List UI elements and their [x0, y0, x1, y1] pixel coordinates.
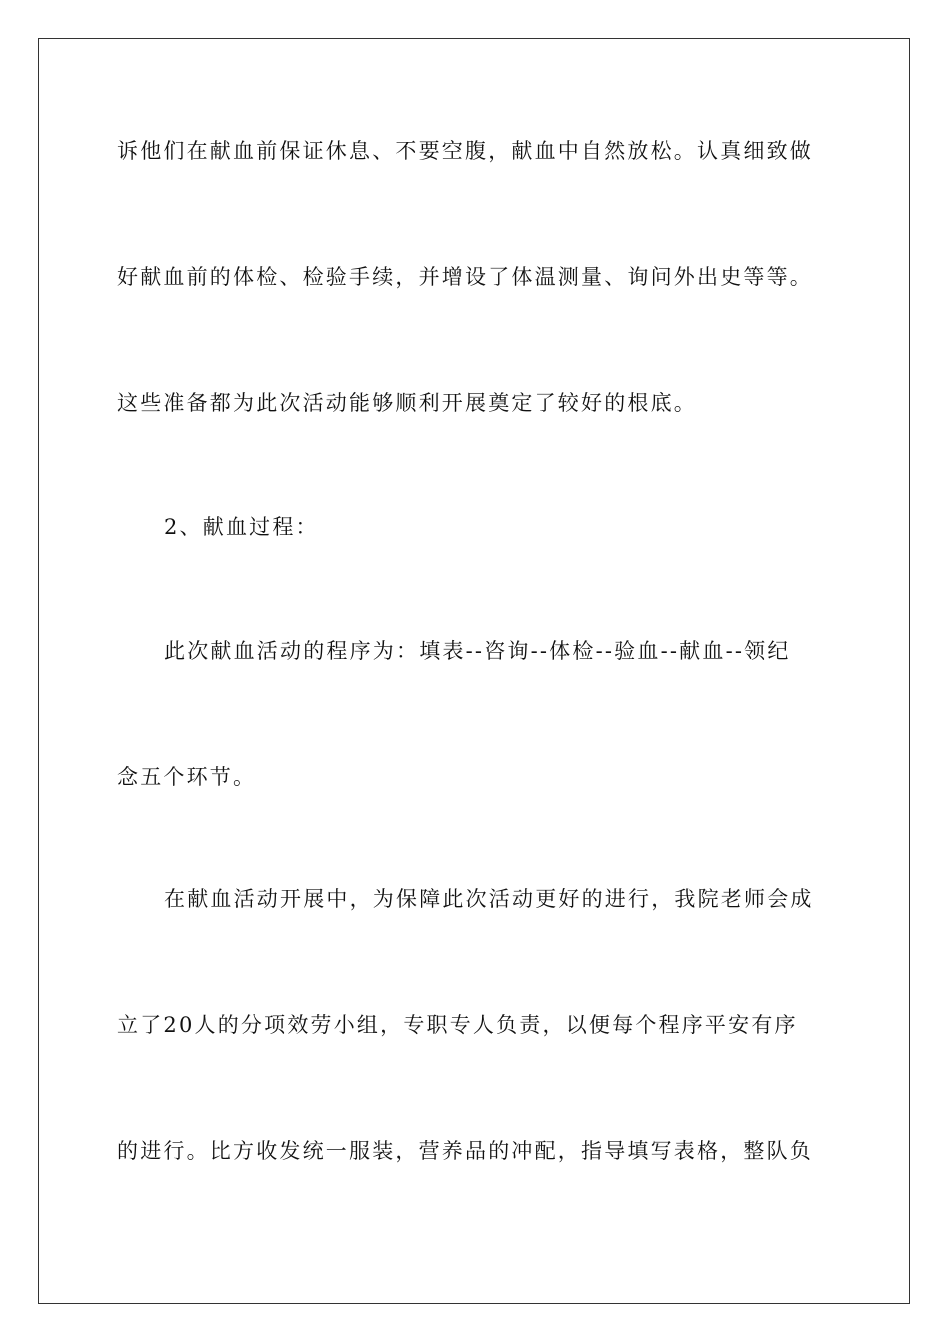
paragraph-line: 念五个环节。 — [117, 765, 257, 789]
paragraph-line: 好献血前的体检、检验手续，并增设了体温测量、询问外出史等等。 — [117, 265, 813, 289]
paragraph-line: 此次献血活动的程序为：填表--咨询--体检--验血--献血--领纪 — [164, 639, 791, 663]
paragraph-line: 立了20人的分项效劳小组，专职专人负责，以便每个程序平安有序 — [117, 1013, 798, 1037]
paragraph-line: 在献血活动开展中，为保障此次活动更好的进行，我院老师会成 — [164, 887, 814, 911]
paragraph-line: 这些准备都为此次活动能够顺利开展奠定了较好的根底。 — [117, 391, 697, 415]
paragraph-line: 的进行。比方收发统一服装，营养品的冲配，指导填写表格，整队负 — [117, 1139, 813, 1163]
page-border — [38, 38, 910, 1304]
section-heading: 2、献血过程： — [164, 515, 319, 539]
paragraph-line: 诉他们在献血前保证休息、不要空腹，献血中自然放松。认真细致做 — [117, 139, 813, 163]
